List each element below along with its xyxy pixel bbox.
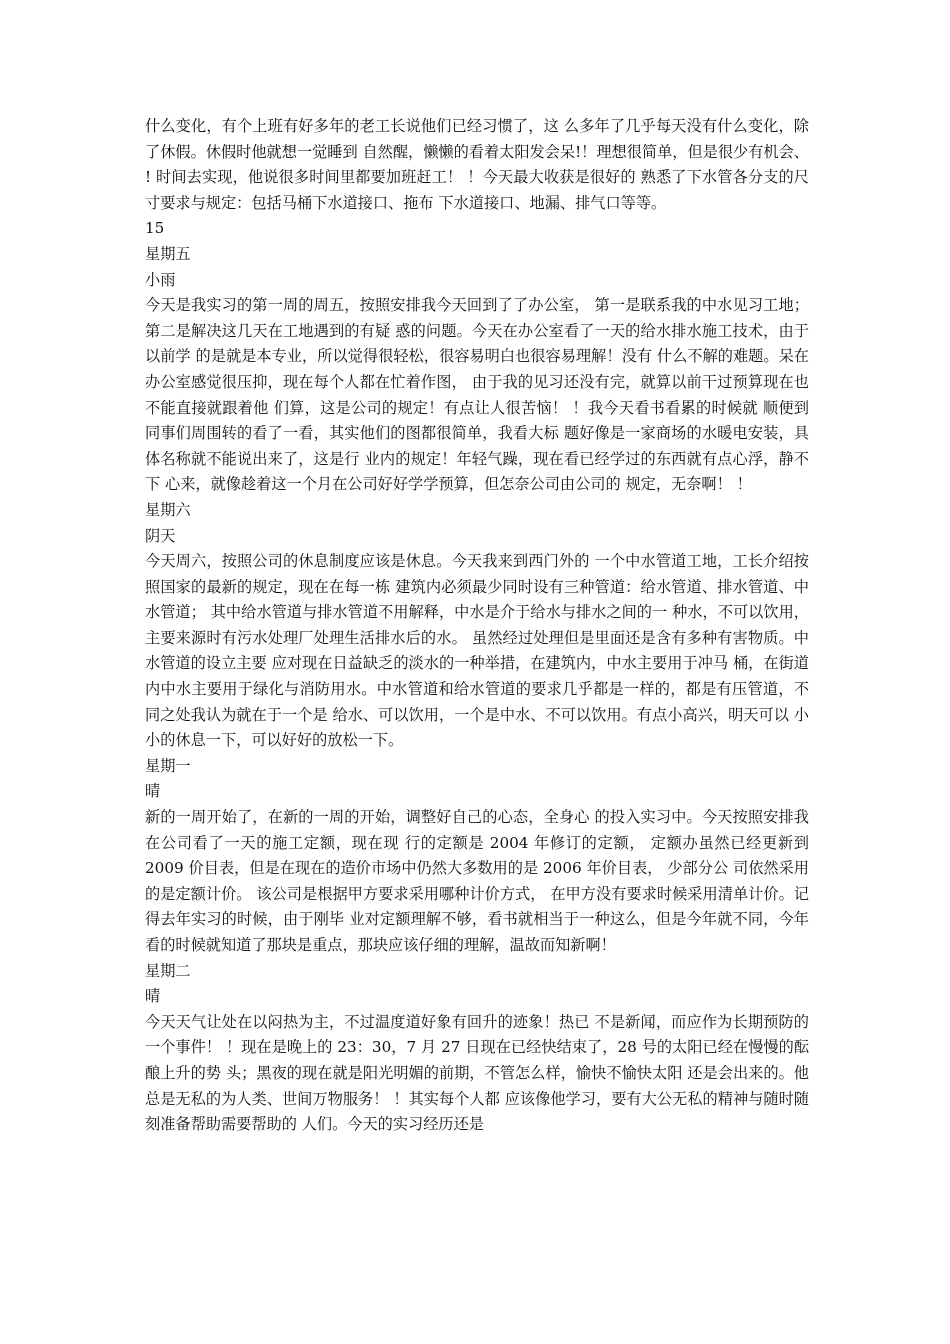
heading-friday: 星期五 [145, 244, 191, 263]
weather-monday: 晴 [145, 782, 161, 801]
page-number: 15 [145, 219, 165, 238]
paragraph-workers-habits: 什么变化，有个上班有好多年的老工长说他们已经习惯了，这 么多年了几乎每天没有什么变化，除了休假。休假时他就想一觉睡到 自然醒，懒懒的看着太阳发会呆!！理想很简单，但是很少有机会、 ! 时间去实现，他说很多时间里都要加班赶工！ ！今天最大收获是很好的 熟悉了下水管各分支的尺寸要求与规定：包括马桶下水道接口、拖布 下水道接口、地漏、排气口等等。 [145, 117, 809, 212]
document-page [145, 114, 809, 1138]
paragraph-friday: 今天是我实习的第一周的周五，按照安排我今天回到了了办公室， 第一是联系我的中水见习工地；第二是解决这几天在工地遇到的有疑 惑的问题。今天在办公室看了一天的给水排水施工技术，由于以前学 的是就是本专业，所以觉得很轻松，很容易明白也很容易理解！没有 什么不解的难题。呆在办公室感觉很压抑，现在每个人都在忙着作图， 由于我的见习还没有完，就算以前干过预算现在也不能直接就跟着他 们算，这是公司的规定！有点让人很苦恼！ ！我今天看书看累的时候就 顺便到同事们周围转的看了一看，其实他们的图都很简单，我看大标 题好像是一家商场的水暖电安装，具体名称就不能说出来了，这是行 业内的规定！年轻气躁，现在看已经学过的东西就有点心浮，静不下 心来，就像趁着这一个月在公司好好学学预算，但怎奈公司由公司的 规定，无奈啊！ ！ [145, 296, 809, 494]
weather-tuesday: 晴 [145, 987, 161, 1006]
paragraph-monday: 新的一周开始了，在新的一周的开始，调整好自己的心态，全身心 的投入实习中。今天按照安排我在公司看了一天的施工定额，现在现 行的定额是 2004 年修订的定额， 定额办虽然已经更新到 2009 价目表，但是在现在的造价市场中仍然大多数用的是 2006 年价目表， 少部分公 司依然采用的是定额计价。 该公司是根据甲方要求采用哪种计价方式， 在甲方没有要求时候采用清单计价。记得去年实习的时候，由于刚毕 业对定额理解不够，看书就相当于一种这么，但是今年就不同，今年 看的时候就知道了那块是重点，那块应该仔细的理解，温故而知新啊！ [145, 808, 809, 954]
heading-tuesday: 星期二 [145, 961, 191, 980]
weather-friday: 小雨 [145, 270, 176, 289]
paragraph-tuesday: 今天天气让处在以闷热为主，不过温度道好象有回升的迹象！热已 不是新闻，而应作为长期预防的一个事件！ ！现在是晚上的 23：30，7 月 27 日现在已经快结束了，28 号的太阳已经在慢慢的酝酿上升的势 头；黑夜的现在就是阳光明媚的前期，不管怎么样，愉快不愉快太阳 还是会出来的。他总是无私的为人类、世间万物服务！ ！其实每个人都 应该像他学习，要有大公无私的精神与随时随刻准备帮助需要帮助的 人们。今天的实习经历还是 [145, 1012, 809, 1134]
paragraph-saturday: 今天周六，按照公司的休息制度应该是休息。今天我来到西门外的 一个中水管道工地，工长介绍按照国家的最新的规定，现在在每一栋 建筑内必须最少同时设有三种管道：给水管道、排水管道、中水管道； 其中给水管道与排水管道不用解释，中水是介于给水与排水之间的一 种水，不可以饮用，主要来源时有污水处理厂处理生活排水后的水。 虽然经过处理但是里面还是含有多种有害物质。中水管道的设立主要 应对现在日益缺乏的淡水的一种举措，在建筑内，中水主要用于冲马 桶，在街道内中水主要用于绿化与消防用水。中水管道和给水管道的要求几乎都是一样的，都是有压管道，不同之处我认为就在于一个是 给水、可以饮用，一个是中水、不可以饮用。有点小高兴，明天可以 小小的休息一下，可以好好的放松一下。 [145, 552, 809, 750]
heading-monday: 星期一 [145, 756, 191, 775]
heading-saturday: 星期六 [145, 500, 191, 519]
weather-saturday: 阴天 [145, 526, 176, 545]
